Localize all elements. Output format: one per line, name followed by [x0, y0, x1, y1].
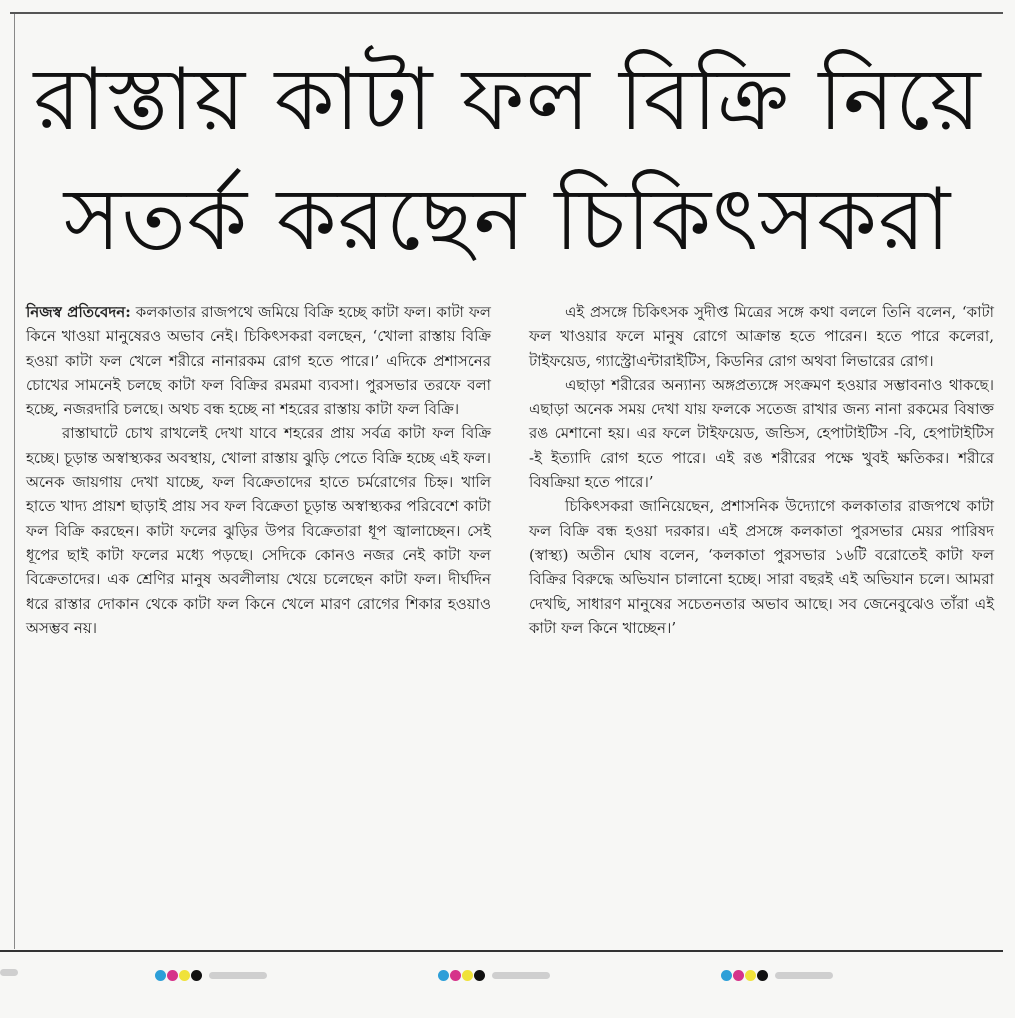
article-column-right: [529, 300, 994, 640]
headline-line-1: রাস্তায় কাটা ফল বিক্রি নিয়ে: [33, 50, 982, 150]
article-column-left: [26, 300, 491, 640]
article-paragraph: এছাড়া শরীরের অন্যান্য অঙ্গপ্রত্যঙ্গে সংক্রমণ হওয়ার সম্ভাবনাও থাকছে। এছাড়া অনেক সময় দেখা যায় ফলকে সতেজ রাখার জন্য নানা রকমের বিষাক্ত রঙ মেশানো হয়। এর ফলে টাইফয়েড, জন্ডিস, হেপাটাইটিস -বি, হেপাটাইটিস -ই ইত্যাদি রোগ হতে পারে। এই রঙ শরীরের পক্ষে খুবই ক্ষতিকর। শরীরে বিষক্রিয়া হতে পারে।’: [529, 375, 994, 492]
registration-mark: [721, 965, 833, 981]
paragraph-text: কলকাতার রাজপথে জমিয়ে বিক্রি হচ্ছে কাটা ফল। কাটা ফল কিনে খাওয়া মানুষেরও অভাব নেই। চিকিৎসকরা বলছেন, ‘খোলা রাস্তায় বিক্রি হওয়া কাটা ফল খেলে শরীরে নানারকম রোগ হতে পারে।’ এদিকে প্রশাসনের চোখের সামনেই চলছে কাটা ফল বিক্রির রমরমা ব্যবসা। পুরসভার তরফে বলা হচ্ছে, নজরদারি চলছে। অথচ বন্ধ হচ্ছে না শহরের রাস্তায় কাটা ফল বিক্রি।: [26, 303, 491, 419]
registration-bar: [209, 972, 267, 979]
bottom-rule: [0, 950, 1003, 952]
yellow-dot: [745, 970, 756, 981]
registration-bar: [0, 969, 18, 976]
registration-mark: [155, 965, 267, 981]
registration-mark: [438, 965, 550, 981]
article-paragraph: [26, 300, 491, 421]
black-dot: [191, 970, 202, 981]
black-dot: [474, 970, 485, 981]
registration-bar: [775, 972, 833, 979]
byline: নিজস্ব প্রতিবেদন:: [26, 303, 131, 321]
article-paragraph: এই প্রসঙ্গে চিকিৎসক সুদীপ্ত মিত্রের সঙ্গে কথা বললে তিনি বলেন, ‘কাটা ফল খাওয়ার ফলে মানুষ রোগে আক্রান্ত হতে পারেন। হতে পারে কলেরা, টাইফয়েড, গ্যাস্ট্রোএন্টারাইটিস, কিডনির রোগ অথবা লিভারের রোগ।: [529, 303, 994, 370]
magenta-dot: [167, 970, 178, 981]
yellow-dot: [462, 970, 473, 981]
article-paragraph: চিকিৎসকরা জানিয়েছেন, প্রশাসনিক উদ্যোগে কলকাতার রাজপথে কাটা ফল বিক্রি বন্ধ হওয়া দরকার। এই প্রসঙ্গে কলকাতা পুরসভার মেয়র পারিষদ (স্বাস্থ্য) অতীন ঘোষ বলেন, ‘কলকাতা পুরসভার ১৬টি বরোতেই কাটা ফল বিক্রির বিরুদ্ধে অভিযান চালানো হচ্ছে। সারা বছরই এই অভিযান চলে। আমরা দেখছি, সাধারণ মানুষের সচেতনতার অভাব আছে। সব জেনেবুঝেও তাঁরা এই কাটা ফল কিনে খাচ্ছেন।’: [529, 497, 994, 637]
headline: [20, 40, 995, 280]
headline-line-2: সতর্ক করছেন চিকিৎসকরা: [63, 170, 952, 270]
yellow-dot: [179, 970, 190, 981]
cyan-dot: [721, 970, 732, 981]
cyan-dot: [155, 970, 166, 981]
article-paragraph: রাস্তাঘাটে চোখ রাখলেই দেখা যাবে শহরের প্রায় সর্বত্র কাটা ফল বিক্রি হচ্ছে। চূড়ান্ত অস্বাস্থ্যকর অবস্থায়, খোলা রাস্তায় ঝুড়ি পেতে বিক্রি হচ্ছে এই ফল। অনেক জায়গায় দেখা যাচ্ছে, ফল বিক্রেতাদের হাতে চর্মরোগের চিহ্ন। খালি হাতে খাদ্য প্রায়শ ছাড়াই প্রায় সব ফল বিক্রেতা চূড়ান্ত অস্বাস্থ্যকর পরিবেশে কাটা ফল বিক্রি করছেন। কাটা ফলের ঝুড়ির উপর বিক্রেতারা ধূপ জ্বালাচ্ছেন। সেই ধূপের ছাই কাটা ফলের মধ্যে পড়ছে। সেদিকে কোনও নজর নেই কাটা ফল বিক্রেতাদের। এক শ্রেণির মানুষ অবলীলায় খেয়ে চলেছেন কাটা ফল। দীর্ঘদিন ধরে রাস্তার দোকান থেকে কাটা ফল কিনে খেলে মারণ রোগের শিকার হওয়াও অসম্ভব নয়।: [26, 424, 491, 637]
magenta-dot: [733, 970, 744, 981]
top-rule: [10, 12, 1003, 14]
black-dot: [757, 970, 768, 981]
cyan-dot: [438, 970, 449, 981]
registration-bar: [492, 972, 550, 979]
column-edge-rule: [14, 14, 15, 949]
magenta-dot: [450, 970, 461, 981]
